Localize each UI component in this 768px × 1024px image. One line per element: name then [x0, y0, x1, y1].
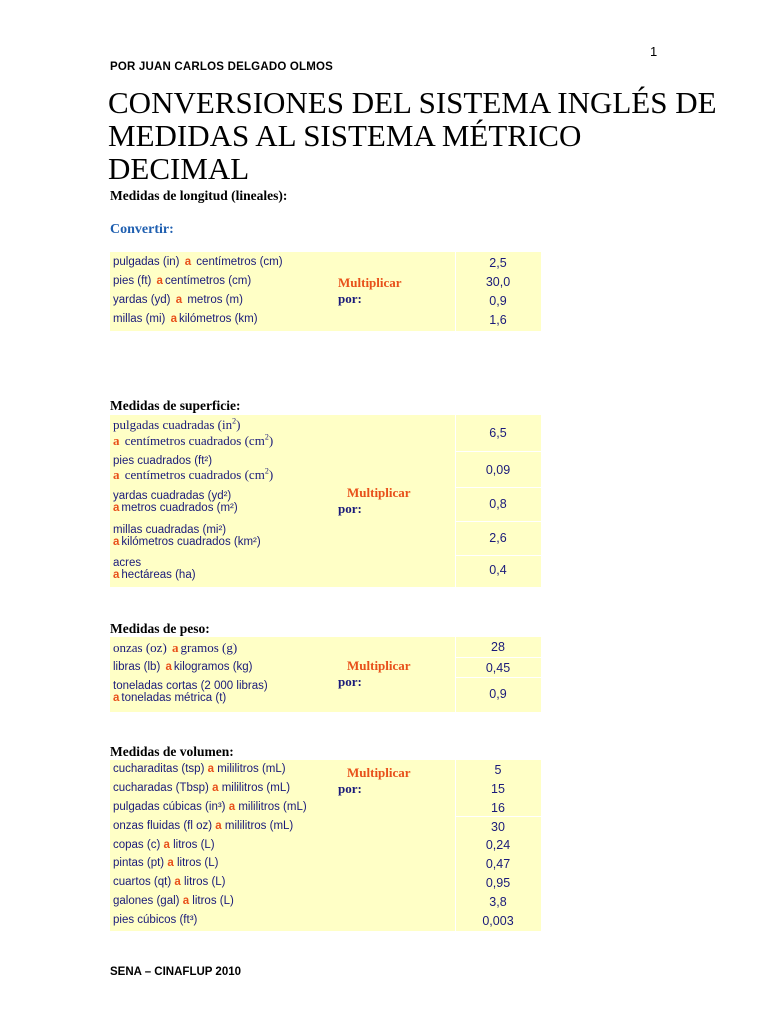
row-divider — [455, 487, 541, 488]
heading-superficie: Medidas de superficie: — [110, 398, 241, 413]
page-footer: SENA – CINAFLUP 2010 — [110, 966, 242, 978]
value-cell: 6,5 — [489, 426, 507, 440]
value-cell: 28 — [491, 640, 505, 654]
value-cell: 0,9 — [489, 687, 507, 701]
value-cell: 0,09 — [485, 463, 511, 477]
row-divider — [455, 657, 541, 658]
value-cell: 1,6 — [489, 313, 507, 327]
row-label: yardas cuadradas (yd²) a metros cuadrados (m²) — [113, 490, 238, 514]
row-label: millas (mi) a kilómetros (km) — [113, 313, 258, 325]
row-label: pintas (pt) a litros (L) — [113, 857, 219, 869]
row-divider — [455, 677, 541, 678]
value-cell: 15 — [491, 782, 505, 796]
value-cell: 5 — [494, 763, 502, 777]
value-cell: 30,0 — [485, 275, 511, 289]
row-label: libras (lb) a kilogramos (kg) — [113, 661, 253, 673]
table-superficie — [110, 415, 541, 587]
row-label: yardas (yd) a metros (m) — [113, 294, 243, 306]
value-cell: 3,8 — [489, 895, 507, 909]
value-cell: 30 — [491, 820, 505, 834]
table-longitud — [110, 252, 541, 331]
row-label: millas cuadradas (mi²) a kilómetros cuadrados (km²) — [113, 524, 261, 548]
row-divider — [455, 521, 541, 522]
value-cell: 0,45 — [485, 661, 511, 675]
row-label: toneladas cortas (2 000 libras) a toneladas métrica (t) — [113, 680, 268, 704]
row-divider — [455, 451, 541, 452]
row-label: copas (c) a litros (L) — [113, 839, 215, 851]
row-divider — [455, 816, 541, 817]
value-cell: 0,9 — [489, 294, 507, 308]
row-label: pulgadas (in) a centímetros (cm) — [113, 256, 283, 268]
value-cell: 0,47 — [485, 857, 511, 871]
row-divider — [455, 555, 541, 556]
document-title: CONVERSIONES DEL SISTEMA INGLÉS DE MEDIDAS AL SISTEMA MÉTRICO DECIMAL — [108, 85, 717, 186]
value-cell: 16 — [491, 801, 505, 815]
value-cell: 2,5 — [489, 256, 507, 270]
value-cell: 2,6 — [489, 531, 507, 545]
row-label: cucharadas (Tbsp) a mililitros (mL) — [113, 782, 291, 794]
row-label: cucharaditas (tsp) a mililitros (mL) — [113, 763, 286, 775]
row-label: pulgadas cuadradas $(in^2)$ a centímetros cuadrados $(cm^2)$ — [113, 416, 274, 448]
table-volumen — [110, 760, 541, 931]
row-label: onzas fluidas (fl oz) a mililitros (mL) — [113, 820, 294, 832]
author-line: POR JUAN CARLOS DELGADO OLMOS — [110, 61, 334, 73]
value-cell: 0,4 — [489, 563, 507, 577]
row-label: pies cuadrados (ft²) a centímetros cuadrados $(cm^2)$ — [113, 455, 274, 482]
row-label: acres a hectáreas (ha) — [113, 557, 196, 581]
row-label: galones (gal) a litros (L) — [113, 895, 234, 907]
row-label: pies (ft) a centímetros (cm) — [113, 275, 252, 287]
heading-longitud: Medidas de longitud (lineales): — [110, 188, 288, 203]
page-number: 1 — [650, 44, 658, 59]
row-label: pies cúbicos (ft³) — [113, 914, 198, 926]
multiplicar-por-label: Multiplicar por: — [338, 765, 411, 796]
multiplicar-por-label: Multiplicar por: — [338, 275, 402, 306]
table-peso — [110, 637, 541, 712]
value-cell: 0,95 — [485, 876, 511, 890]
multiplicar-por-label: Multiplicar por: — [338, 658, 411, 689]
row-label: pulgadas cúbicas (in³) a mililitros (mL) — [113, 801, 307, 813]
heading-peso: Medidas de peso: — [110, 621, 210, 636]
multiplicar-por-label: Multiplicar por: — [338, 485, 411, 516]
convert-label: Convertir: — [110, 222, 174, 237]
heading-volumen: Medidas de volumen: — [110, 744, 234, 759]
value-cell: 0,8 — [489, 497, 507, 511]
value-cell: 0,003 — [482, 914, 514, 928]
row-label: onzas (oz) a gramos (g) — [113, 640, 238, 655]
value-cell: 0,24 — [485, 838, 511, 852]
row-label: cuartos (qt) a litros (L) — [113, 876, 226, 888]
